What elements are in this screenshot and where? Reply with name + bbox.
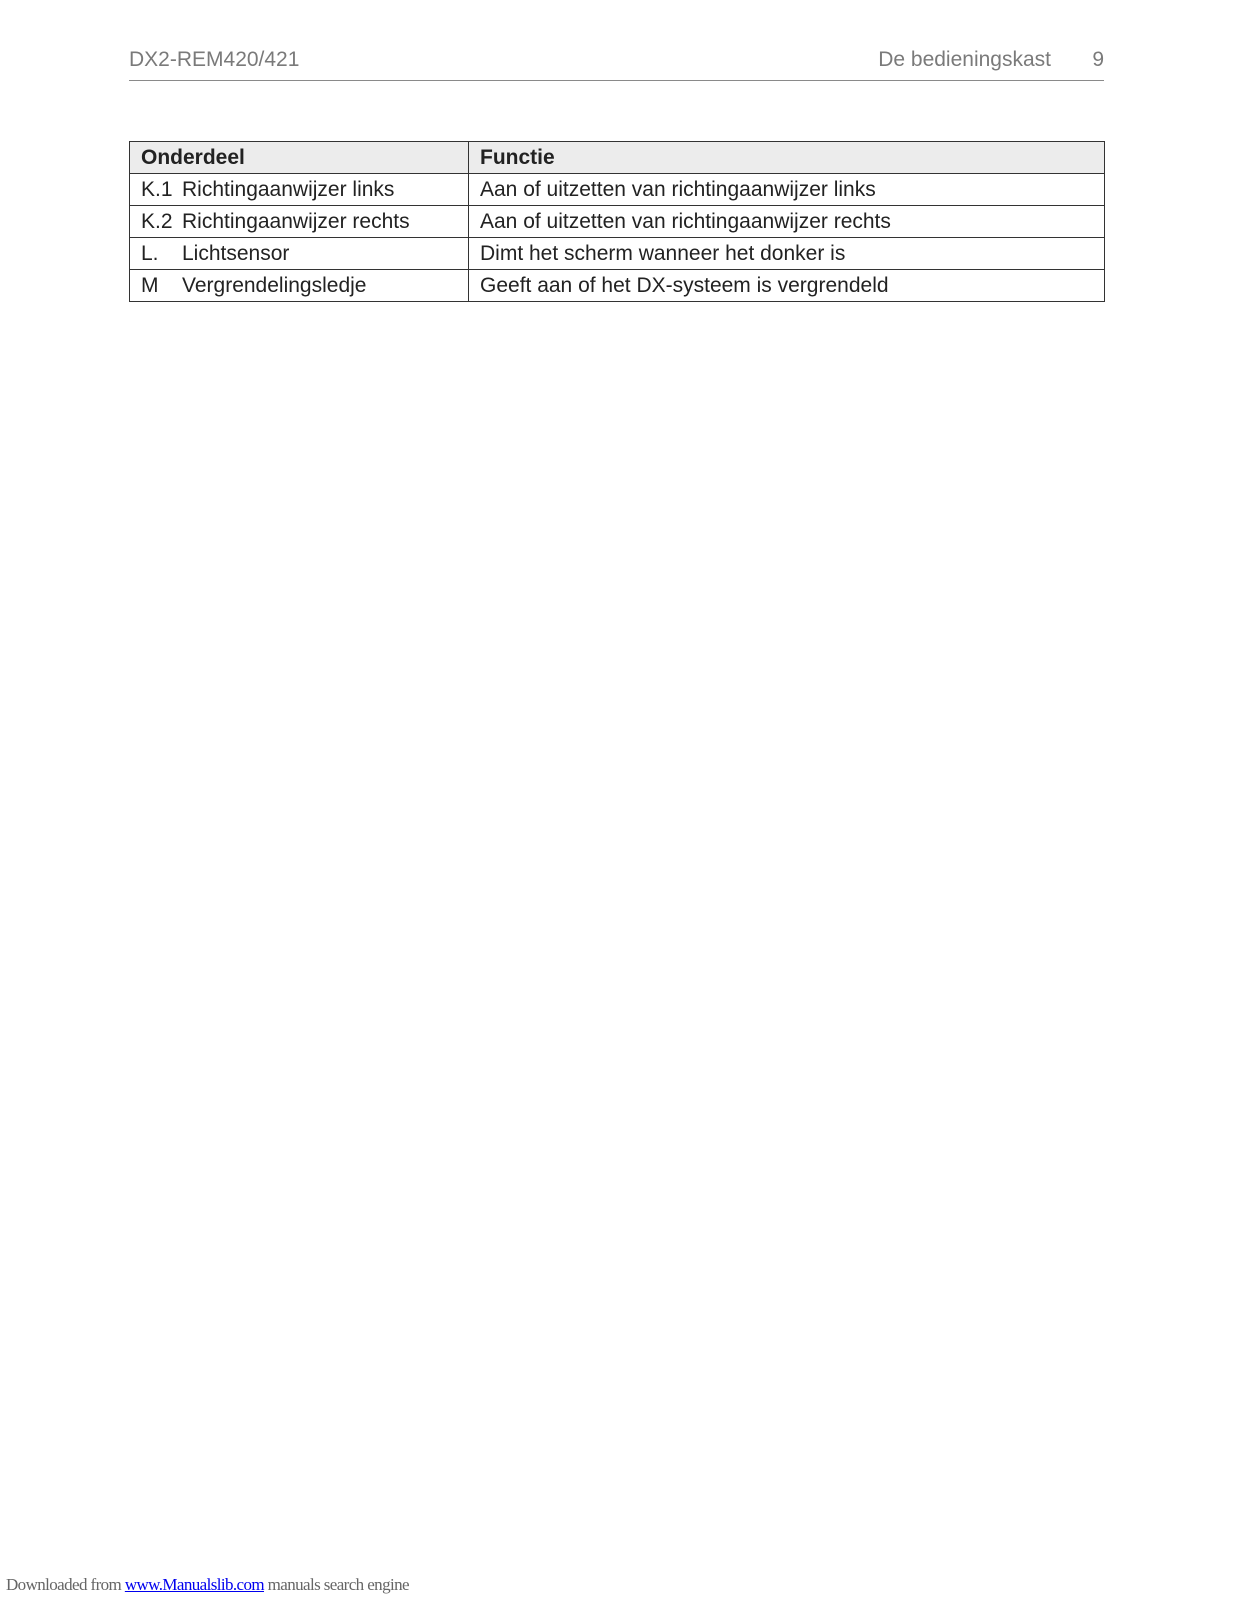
footer-suffix: manuals search engine [264, 1575, 409, 1594]
footer-prefix: Downloaded from [6, 1575, 125, 1594]
part-name: Richtingaanwijzer links [182, 177, 395, 201]
column-header-part: Onderdeel [130, 142, 469, 174]
page-number: 9 [1092, 48, 1104, 71]
download-footer [6, 1575, 409, 1595]
function-cell: Aan of uitzetten van richtingaanwijzer rechts [469, 206, 1105, 238]
part-cell [130, 270, 469, 302]
part-cell [130, 238, 469, 270]
table-header-row [130, 142, 1105, 174]
part-name: Vergrendelingsledje [182, 273, 367, 297]
parts-function-table [129, 141, 1105, 302]
table-row [130, 206, 1105, 238]
page-header [129, 46, 1104, 81]
function-cell: Geeft aan of het DX-systeem is vergrendeld [469, 270, 1105, 302]
part-code: K.2 [141, 209, 173, 233]
table-row [130, 270, 1105, 302]
part-code: M [141, 273, 159, 297]
part-code: K.1 [141, 177, 173, 201]
part-name: Lichtsensor [182, 241, 290, 265]
part-cell [130, 174, 469, 206]
column-header-function: Functie [469, 142, 1105, 174]
manualslib-link[interactable]: www.Manualslib.com [124, 1575, 265, 1594]
table-row [130, 238, 1105, 270]
document-code: DX2-REM420/421 [129, 48, 300, 71]
part-cell [130, 206, 469, 238]
table-row [130, 174, 1105, 206]
part-code: L. [141, 241, 159, 265]
part-name: Richtingaanwijzer rechts [182, 209, 410, 233]
function-cell: Aan of uitzetten van richtingaanwijzer links [469, 174, 1105, 206]
section-title: De bedieningskast [878, 48, 1051, 71]
function-cell: Dimt het scherm wanneer het donker is [469, 238, 1105, 270]
